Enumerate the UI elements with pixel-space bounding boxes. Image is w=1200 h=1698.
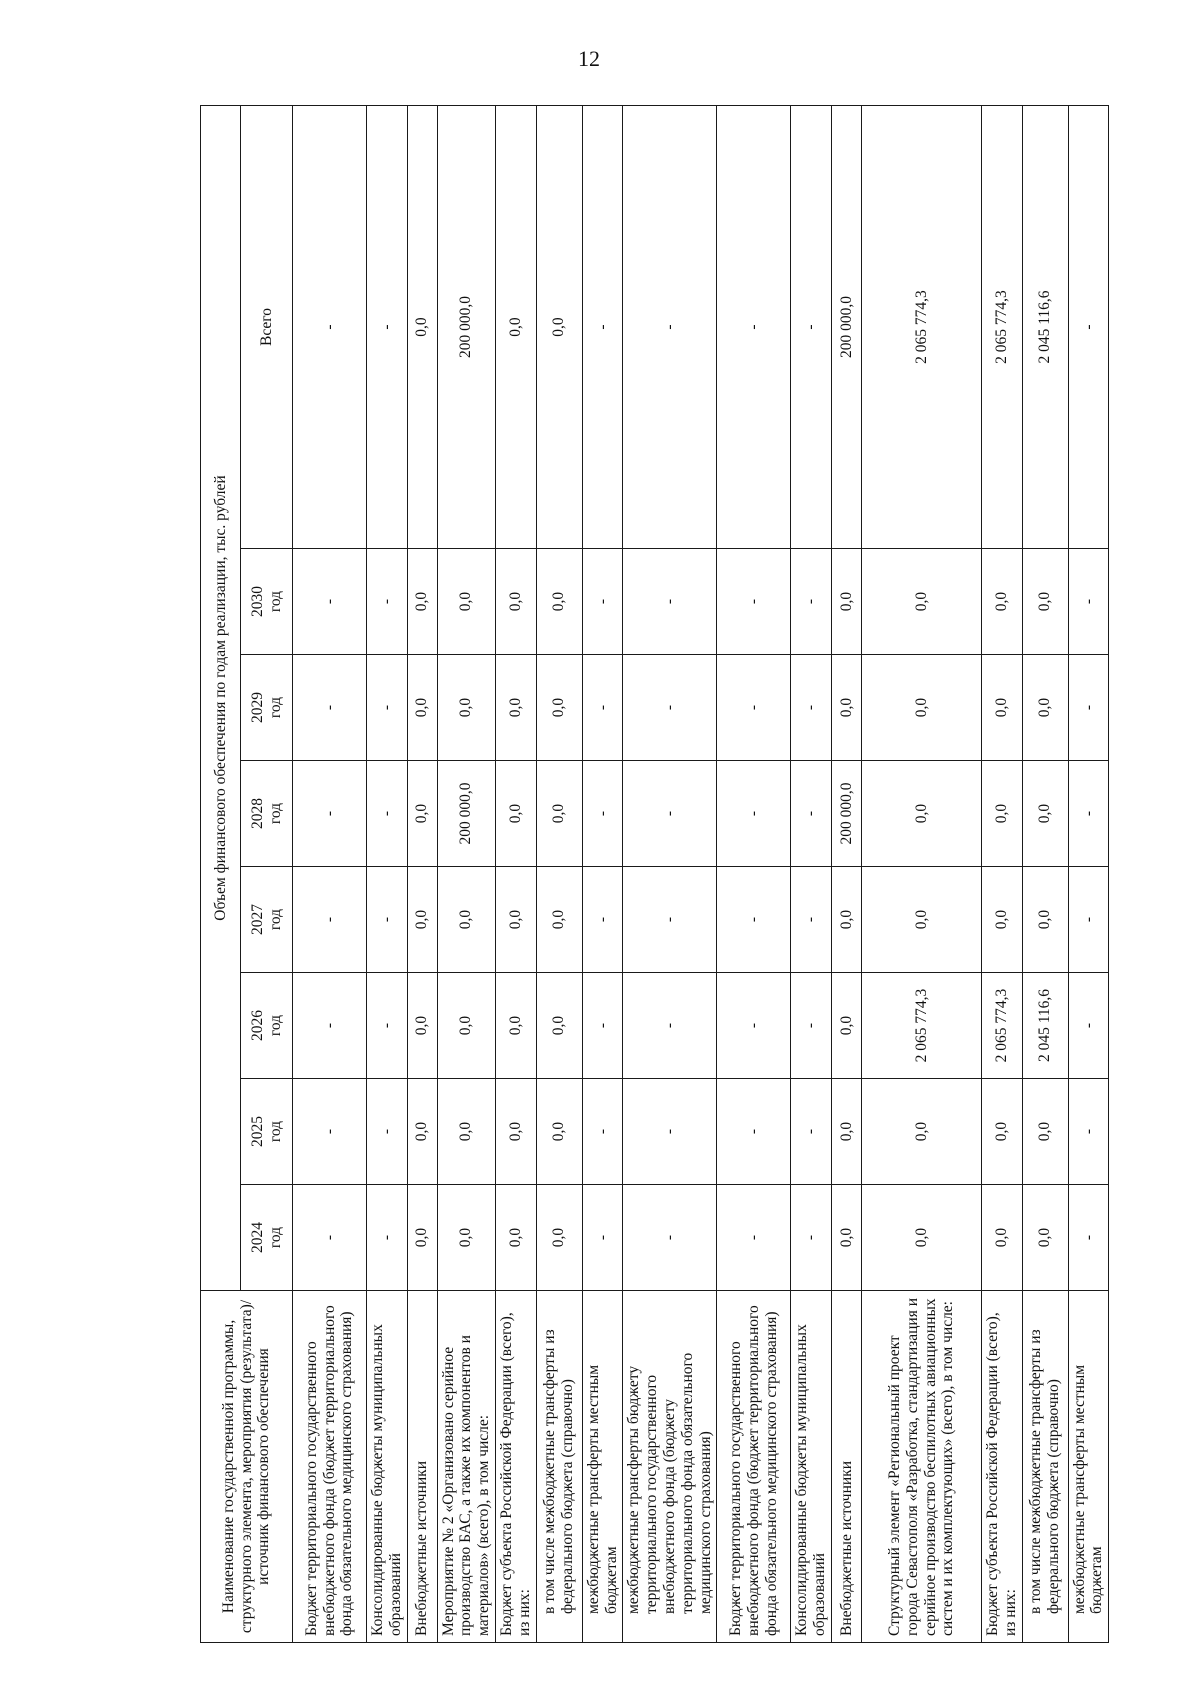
value-cell: 0,0 <box>407 106 437 549</box>
value-cell: - <box>293 106 367 549</box>
value-cell: - <box>293 867 367 973</box>
header-year: 2025 год <box>241 1079 293 1185</box>
value-cell: - <box>791 655 832 761</box>
row-label: Бюджет субъекта Российской Федерации (всего), из них: <box>982 1291 1023 1643</box>
value-cell: 0,0 <box>832 1079 862 1185</box>
value-cell: - <box>1068 655 1109 761</box>
value-cell: 0,0 <box>536 106 582 549</box>
table-row <box>791 106 832 1643</box>
header-year: 2027 год <box>241 867 293 973</box>
value-cell: 0,0 <box>536 761 582 867</box>
value-cell: - <box>717 867 791 973</box>
value-cell: 0,0 <box>536 549 582 655</box>
row-label: Внебюджетные источники <box>407 1291 437 1643</box>
row-label: Консолидированные бюджеты муниципальных образований <box>367 1291 408 1643</box>
value-cell: - <box>623 1079 717 1185</box>
table-row <box>717 106 791 1643</box>
value-cell: - <box>623 867 717 973</box>
value-cell: 0,0 <box>982 1185 1023 1291</box>
value-cell: 0,0 <box>832 655 862 761</box>
value-cell: - <box>791 1185 832 1291</box>
value-cell: - <box>582 106 623 549</box>
value-cell: - <box>367 549 408 655</box>
value-cell: 0,0 <box>982 761 1023 867</box>
value-cell: - <box>1068 867 1109 973</box>
value-cell: 0,0 <box>496 867 537 973</box>
value-cell: - <box>1068 1079 1109 1185</box>
value-cell: 0,0 <box>832 1185 862 1291</box>
value-cell: 0,0 <box>496 973 537 1079</box>
table-row <box>536 106 582 1643</box>
value-cell: - <box>791 106 832 549</box>
value-cell: 2 065 774,3 <box>862 973 982 1079</box>
value-cell: - <box>293 761 367 867</box>
page-number: 12 <box>578 46 600 71</box>
value-cell: 200 000,0 <box>437 106 495 549</box>
row-label: Бюджет территориального государственного внебюджетного фонда (бюджет территориального фонда обязательного медицинского страхования) <box>293 1291 367 1643</box>
value-cell: - <box>717 106 791 549</box>
value-cell: 0,0 <box>407 549 437 655</box>
value-cell: 0,0 <box>407 973 437 1079</box>
value-cell: 0,0 <box>832 973 862 1079</box>
table-row <box>1068 106 1109 1643</box>
value-cell: 0,0 <box>437 1079 495 1185</box>
value-cell: - <box>582 1185 623 1291</box>
value-cell: - <box>717 1079 791 1185</box>
value-cell: - <box>367 973 408 1079</box>
value-cell: - <box>623 106 717 549</box>
value-cell: 0,0 <box>832 867 862 973</box>
row-label: Мероприятие № 2 «Организовано серийное производство БАС, а также их компонентов и материалов» (всего), в том числе: <box>437 1291 495 1643</box>
value-cell: - <box>293 1185 367 1291</box>
value-cell: - <box>582 761 623 867</box>
value-cell: - <box>717 549 791 655</box>
value-cell: 0,0 <box>1022 867 1068 973</box>
value-cell: 0,0 <box>1022 1185 1068 1291</box>
value-cell: 0,0 <box>982 549 1023 655</box>
value-cell: 2 065 774,3 <box>982 973 1023 1079</box>
value-cell: 0,0 <box>437 973 495 1079</box>
row-label: Внебюджетные источники <box>832 1291 862 1643</box>
row-label: Бюджет субъекта Российской Федерации (всего), из них: <box>496 1291 537 1643</box>
value-cell: - <box>623 1185 717 1291</box>
value-cell: - <box>582 1079 623 1185</box>
value-cell: 0,0 <box>496 1185 537 1291</box>
table-row <box>293 106 367 1643</box>
value-cell: - <box>293 973 367 1079</box>
table-row <box>437 106 495 1643</box>
value-cell: 0,0 <box>496 655 537 761</box>
table-row <box>1022 106 1068 1643</box>
row-label: межбюджетные трансферты бюджету территориального государственного внебюджетного фонда (бюджету территориального фонда обязательного медицинского страхования) <box>623 1291 717 1643</box>
value-cell: - <box>623 655 717 761</box>
value-cell: 0,0 <box>862 1079 982 1185</box>
value-cell: 0,0 <box>407 867 437 973</box>
value-cell: - <box>367 867 408 973</box>
value-cell: - <box>367 1079 408 1185</box>
header-year: 2028 год <box>241 761 293 867</box>
value-cell: 0,0 <box>407 761 437 867</box>
value-cell: - <box>623 973 717 1079</box>
value-cell: 2 045 116,6 <box>1022 106 1068 549</box>
value-cell: - <box>582 655 623 761</box>
value-cell: 2 065 774,3 <box>862 106 982 549</box>
value-cell: 2 045 116,6 <box>1022 973 1068 1079</box>
value-cell: - <box>582 549 623 655</box>
value-cell: - <box>367 655 408 761</box>
value-cell: - <box>791 761 832 867</box>
value-cell: - <box>717 761 791 867</box>
value-cell: - <box>791 549 832 655</box>
value-cell: 0,0 <box>536 867 582 973</box>
value-cell: 0,0 <box>437 867 495 973</box>
value-cell: - <box>1068 549 1109 655</box>
value-cell: 0,0 <box>496 1079 537 1185</box>
value-cell: 0,0 <box>437 655 495 761</box>
value-cell: 200 000,0 <box>437 761 495 867</box>
value-cell: - <box>367 1185 408 1291</box>
value-cell: 0,0 <box>536 1185 582 1291</box>
value-cell: 2 065 774,3 <box>982 106 1023 549</box>
value-cell: 0,0 <box>982 867 1023 973</box>
value-cell: 0,0 <box>862 867 982 973</box>
row-label: в том числе межбюджетные трансферты из федерального бюджета (справочно) <box>536 1291 582 1643</box>
value-cell: - <box>791 1079 832 1185</box>
value-cell: - <box>293 549 367 655</box>
row-label: в том числе межбюджетные трансферты из федерального бюджета (справочно) <box>1022 1291 1068 1643</box>
value-cell: 0,0 <box>832 549 862 655</box>
value-cell: 0,0 <box>982 1079 1023 1185</box>
value-cell: 0,0 <box>536 973 582 1079</box>
value-cell: - <box>367 761 408 867</box>
header-row-1 <box>201 106 241 1643</box>
value-cell: 0,0 <box>536 1079 582 1185</box>
value-cell: 0,0 <box>437 1185 495 1291</box>
value-cell: 200 000,0 <box>832 106 862 549</box>
value-cell: - <box>717 1185 791 1291</box>
row-label: межбюджетные трансферты местным бюджетам <box>582 1291 623 1643</box>
rotated-table-container <box>200 106 1106 1643</box>
value-cell: - <box>1068 761 1109 867</box>
value-cell: - <box>367 106 408 549</box>
value-cell: 0,0 <box>1022 1079 1068 1185</box>
row-label: Консолидированные бюджеты муниципальных образований <box>791 1291 832 1643</box>
value-cell: 200 000,0 <box>832 761 862 867</box>
value-cell: - <box>1068 973 1109 1079</box>
header-volume-title: Объем финансового обеспечения по годам реализации, тыс. рублей <box>201 106 241 1291</box>
value-cell: - <box>293 1079 367 1185</box>
value-cell: - <box>582 867 623 973</box>
table-row <box>407 106 437 1643</box>
row-label: Структурный элемент «Региональный проект города Севастополя «Разработка, стандартизация и серийное производство беспилотных авиационных систем и их комплектующих» (всего), в том числе: <box>862 1291 982 1643</box>
table-row <box>367 106 408 1643</box>
value-cell: - <box>791 973 832 1079</box>
header-year: 2030 год <box>241 549 293 655</box>
table-row <box>582 106 623 1643</box>
value-cell: 0,0 <box>407 655 437 761</box>
value-cell: - <box>717 655 791 761</box>
header-name-col: Наименование государственной программы, структурного элемента, мероприятия (результата)/источник финансового обеспечения <box>201 1291 293 1643</box>
value-cell: - <box>1068 106 1109 549</box>
value-cell: - <box>293 655 367 761</box>
header-year: 2026 год <box>241 973 293 1079</box>
table-row <box>862 106 982 1643</box>
header-year: 2029 год <box>241 655 293 761</box>
value-cell: 0,0 <box>1022 549 1068 655</box>
table-row <box>982 106 1023 1643</box>
value-cell: 0,0 <box>1022 655 1068 761</box>
value-cell: 0,0 <box>496 106 537 549</box>
value-cell: - <box>623 549 717 655</box>
financing-table <box>200 105 1109 1643</box>
value-cell: - <box>791 867 832 973</box>
table-row <box>832 106 862 1643</box>
value-cell: 0,0 <box>407 1185 437 1291</box>
value-cell: 0,0 <box>862 549 982 655</box>
table-row <box>623 106 717 1643</box>
row-label: межбюджетные трансферты местным бюджетам <box>1068 1291 1109 1643</box>
value-cell: 0,0 <box>862 655 982 761</box>
value-cell: 0,0 <box>982 655 1023 761</box>
table-row <box>496 106 537 1643</box>
value-cell: 0,0 <box>437 549 495 655</box>
value-cell: - <box>1068 1185 1109 1291</box>
value-cell: - <box>623 761 717 867</box>
header-total: Всего <box>241 106 293 549</box>
value-cell: - <box>717 973 791 1079</box>
value-cell: 0,0 <box>496 549 537 655</box>
value-cell: - <box>582 973 623 1079</box>
header-year: 2024 год <box>241 1185 293 1291</box>
value-cell: 0,0 <box>862 1185 982 1291</box>
value-cell: 0,0 <box>1022 761 1068 867</box>
value-cell: 0,0 <box>407 1079 437 1185</box>
row-label: Бюджет территориального государственного внебюджетного фонда (бюджет территориального фонда обязательного медицинского страхования) <box>717 1291 791 1643</box>
value-cell: 0,0 <box>496 761 537 867</box>
value-cell: 0,0 <box>536 655 582 761</box>
value-cell: 0,0 <box>862 761 982 867</box>
